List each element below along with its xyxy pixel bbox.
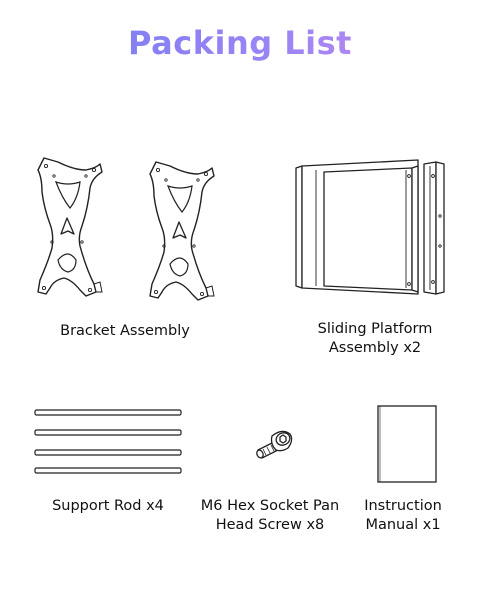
- manual-label-line-1: Instruction: [364, 498, 442, 514]
- bracket-assembly-label: Bracket Assembly: [60, 323, 190, 339]
- manual-icon: [374, 404, 440, 484]
- support-rod-label: Support Rod x4: [52, 498, 164, 514]
- page-title: Packing List: [0, 24, 480, 62]
- bracket-assembly-icon: [30, 150, 230, 302]
- sliding-platform-label-line-1: Sliding Platform: [317, 321, 433, 337]
- sliding-platform-icon: [288, 156, 458, 298]
- sliding-platform-label: [285, 320, 465, 358]
- hex-screw-label: [185, 497, 355, 535]
- hex-screw-icon: [252, 424, 298, 460]
- manual-label: [348, 497, 458, 535]
- hex-screw-label-line-1: M6 Hex Socket Pan: [200, 498, 340, 514]
- sliding-platform-label-line-2: Assembly x2: [328, 340, 422, 356]
- manual-label-line-2: Manual x1: [365, 517, 441, 533]
- support-rod-icon: [33, 406, 183, 476]
- hex-screw-label-line-2: Head Screw x8: [215, 517, 325, 533]
